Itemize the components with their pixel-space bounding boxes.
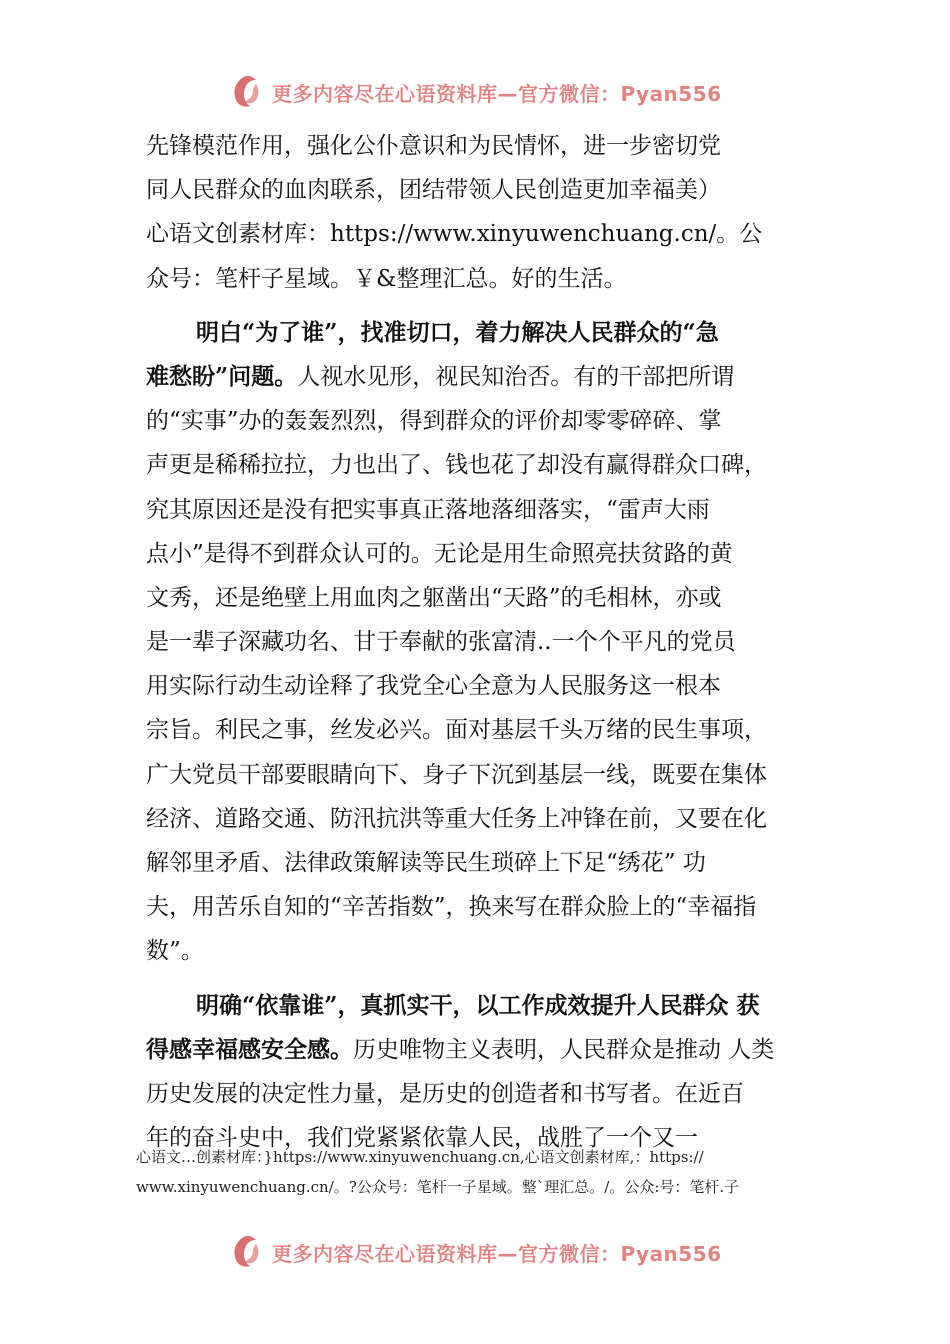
text-run: 人视水见形，视民知治否。有的干部把所谓: [297, 363, 735, 390]
document-body: [146, 124, 836, 1160]
leaf-swirl-logo-icon: [226, 1232, 266, 1272]
text-line: 解邻里矛盾、法律政策解读等民生琐碎上下足“绣花” 功: [146, 850, 706, 876]
paragraph-2: [146, 311, 836, 974]
paragraph-heading: 明确“依靠谁”，真抓实干，以工作成效提升人民群众 获: [196, 991, 760, 1019]
text-line: 声更是稀稀拉拉，力也出了、钱也花了却没有赢得群众口碑，: [146, 452, 767, 479]
footer-note-line: www.xinyuwenchuang.cn/。?公众号：笔杆一子星域。整`理汇总。/。公众:号：笔杆.子: [136, 1178, 740, 1196]
paragraph-3: [146, 984, 836, 1161]
paragraph-1: [146, 124, 836, 301]
header-banner: [226, 70, 722, 114]
footer-note: [136, 1142, 836, 1202]
text-line: 心语文创素材库：https://www.xinyuwenchuang.cn/。公: [146, 221, 763, 248]
text-line: 同人民群众的血肉联系，团结带领人民创造更加幸福美）: [146, 177, 721, 204]
footer-banner: [226, 1230, 722, 1274]
text-line: 数”。: [146, 938, 204, 965]
text-run: 历史唯物主义表明，人民群众是推动 人类: [353, 1036, 775, 1063]
paragraph-heading-cont: 难愁盼”问题。: [146, 362, 298, 390]
text-line: [146, 355, 836, 399]
text-line: 究其原因还是没有把实事真正落地落细落实，“雷声大雨: [146, 496, 710, 523]
text-line: 年的奋斗史中，我们党紧紧依靠人民，战胜了一个又一: [146, 1125, 698, 1152]
leaf-swirl-logo-icon: [226, 72, 266, 112]
text-line: 用实际行动生动诠释了我党全心全意为人民服务这一根本: [146, 673, 721, 700]
text-line: 经济、道路交通、防汛抗洪等重大任务上冲锋在前，又要在化: [146, 805, 767, 832]
footer-note-line: 心语文…创素材库：}https://www.xinyuwenchuang.cn,心语文创素材库,：https://: [136, 1148, 704, 1166]
text-line: 文秀，还是绝壁上用血肉之躯凿出“天路”的毛相林，亦或: [146, 584, 722, 611]
text-line: 先锋模范作用，强化公仆意识和为民情怀，进一步密切党: [146, 133, 721, 159]
text-line: 广大党员干部要眼睛向下、身子下沉到基层一线，既要在集体: [146, 761, 767, 788]
banner-text: 更多内容尽在心语资料库—官方微信：Pyan556: [272, 81, 722, 106]
text-line: 夫，用苦乐自知的“辛苦指数”，换来写在群众脸上的“幸福指: [146, 894, 757, 921]
text-line: 是一辈子深藏功名、甘于奉献的张富清..一个个平凡的党员: [146, 629, 736, 656]
text-line: 的“实事”办的轰轰烈烈，得到群众的评价却零零碎碎、掌: [146, 408, 722, 435]
text-line: 点小”是得不到群众认可的。无论是用生命照亮扶贫路的黄: [146, 540, 733, 567]
banner-text: 更多内容尽在心语资料库—官方微信：Pyan556: [272, 1241, 722, 1266]
paragraph-heading: 明白“为了谁”，找准切口，着力解决人民群众的“急: [196, 318, 719, 346]
paragraph-heading-cont: 得感幸福感安全感。: [146, 1035, 353, 1063]
text-line: [146, 1028, 836, 1072]
text-line: 历史发展的决定性力量，是历史的创造者和书写者。在近百: [146, 1080, 744, 1107]
text-line: 众号：笔杆子星域。￥&整理汇总。好的生活。: [146, 265, 627, 292]
text-line: 宗旨。利民之事，丝发必兴。面对基层千头万绪的民生事项，: [146, 717, 767, 744]
